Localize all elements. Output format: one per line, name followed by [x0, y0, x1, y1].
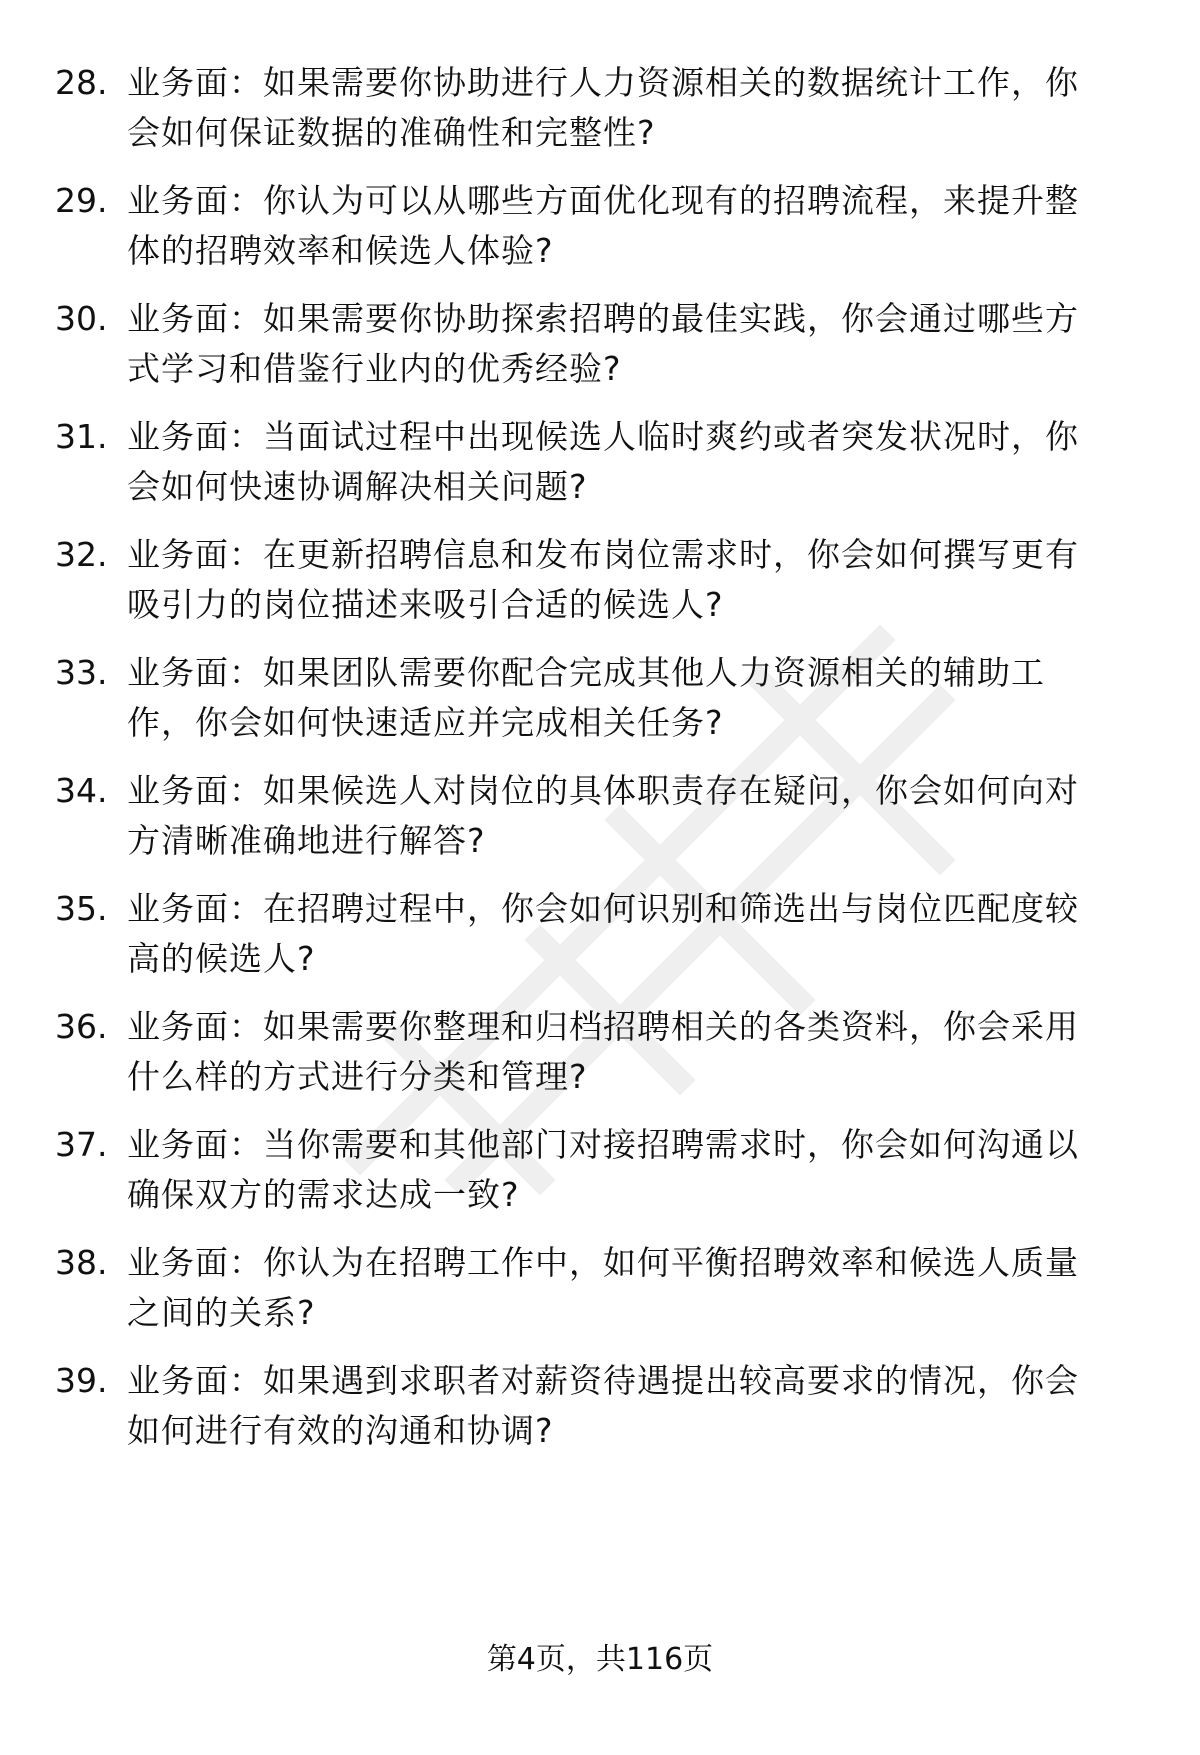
question-line: 如何进行有效的沟通和协调?: [127, 1411, 554, 1450]
question-number: 38.: [55, 1243, 108, 1282]
question-line: 业务面：如果需要你协助进行人力资源相关的数据统计工作，你: [127, 63, 1079, 102]
question-number: 37.: [55, 1125, 108, 1164]
question-text: [127, 1002, 1147, 1102]
question-line: 业务面：你认为可以从哪些方面优化现有的招聘流程，来提升整: [127, 181, 1079, 220]
question-line: 作，你会如何快速适应并完成相关任务?: [127, 703, 724, 742]
question-number: 36.: [55, 1007, 108, 1046]
question-text: [127, 294, 1147, 394]
question-line: 方清晰准确地进行解答?: [127, 821, 486, 860]
question-text: [127, 1238, 1147, 1338]
question-line: 业务面：在更新招聘信息和发布岗位需求时，你会如何撰写更有: [127, 535, 1079, 574]
question-number: 39.: [55, 1361, 108, 1400]
question-text: [127, 58, 1147, 158]
question-line: 确保双方的需求达成一致?: [127, 1175, 520, 1214]
question-line: 业务面：在招聘过程中，你会如何识别和筛选出与岗位匹配度较: [127, 889, 1079, 928]
question-text: [127, 1356, 1147, 1456]
question-line: 体的招聘效率和候选人体验?: [127, 231, 554, 270]
question-line: 之间的关系?: [127, 1293, 316, 1332]
question-number: 35.: [55, 889, 108, 928]
question-line: 式学习和借鉴行业内的优秀经验?: [127, 349, 622, 388]
question-line: 业务面：当面试过程中出现候选人临时爽约或者突发状况时，你: [127, 417, 1079, 456]
question-number: 34.: [55, 771, 108, 810]
question-text: [127, 1120, 1147, 1220]
page-footer: 第4页，共116页: [486, 1642, 714, 1677]
question-line: 业务面：如果团队需要你配合完成其他人力资源相关的辅助工: [127, 653, 1045, 692]
question-text: [127, 766, 1147, 866]
question-text: [127, 884, 1147, 984]
question-line: 高的候选人?: [127, 939, 316, 978]
question-line: 吸引力的岗位描述来吸引合适的候选人?: [127, 585, 724, 624]
question-line: 业务面：如果需要你协助探索招聘的最佳实践，你会通过哪些方: [127, 299, 1079, 338]
question-number: 32.: [55, 535, 108, 574]
question-line: 会如何快速协调解决相关问题?: [127, 467, 588, 506]
question-text: [127, 530, 1147, 630]
question-number: 33.: [55, 653, 108, 692]
question-number: 28.: [55, 63, 108, 102]
question-number: 29.: [55, 181, 108, 220]
question-line: 业务面：你认为在招聘工作中，如何平衡招聘效率和候选人质量: [127, 1243, 1079, 1282]
question-line: 业务面：如果候选人对岗位的具体职责存在疑问，你会如何向对: [127, 771, 1079, 810]
question-line: 什么样的方式进行分类和管理?: [127, 1057, 588, 1096]
question-line: 业务面：当你需要和其他部门对接招聘需求时，你会如何沟通以: [127, 1125, 1079, 1164]
question-line: 会如何保证数据的准确性和完整性?: [127, 113, 656, 152]
question-line: 业务面：如果需要你整理和归档招聘相关的各类资料，你会采用: [127, 1007, 1079, 1046]
question-text: [127, 648, 1147, 748]
question-number: 30.: [55, 299, 108, 338]
question-text: [127, 176, 1147, 276]
question-line: 业务面：如果遇到求职者对薪资待遇提出较高要求的情况，你会: [127, 1361, 1079, 1400]
question-text: [127, 412, 1147, 512]
question-number: 31.: [55, 417, 108, 456]
